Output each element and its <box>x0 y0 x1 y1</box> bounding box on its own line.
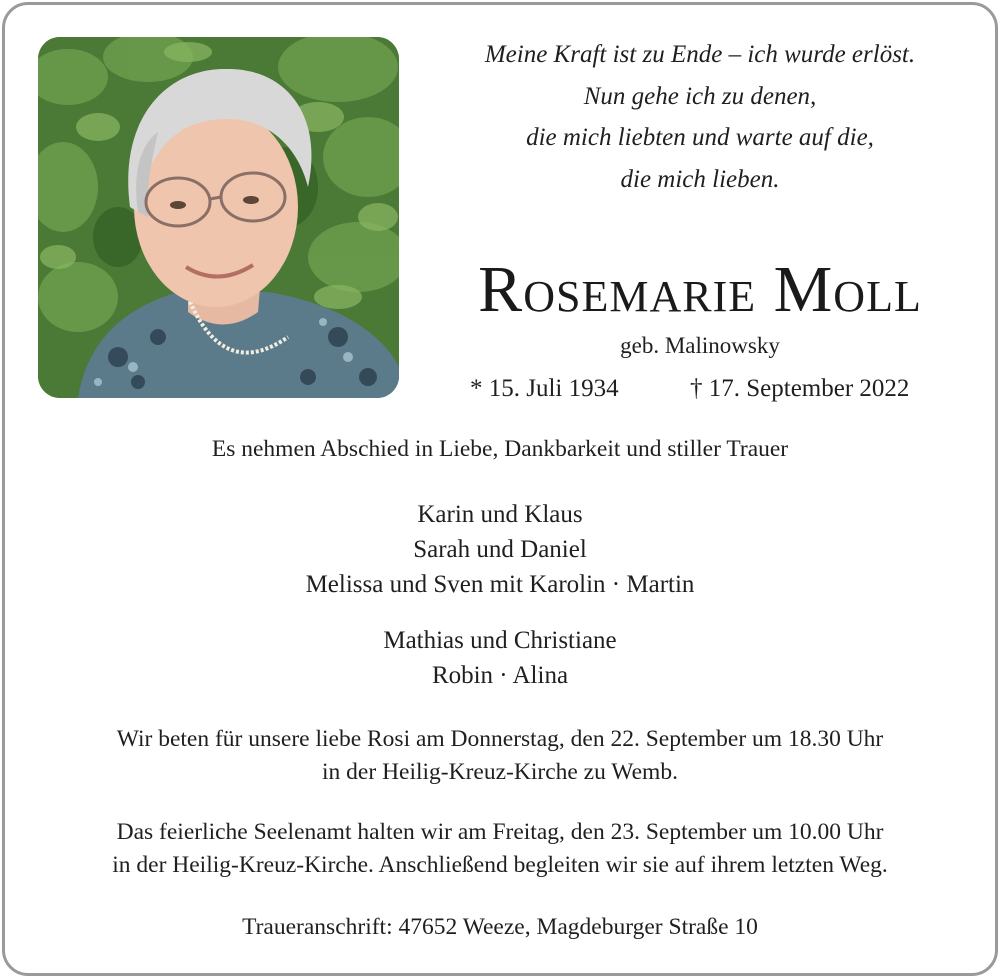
life-dates <box>440 373 960 405</box>
portrait-photo <box>38 37 399 398</box>
mourner-line: Melissa und Sven mit Karolin · Martin <box>305 571 695 598</box>
prayer-text: Wir beten für unsere liebe Rosi am Donnerstag, den 22. September um 18.30 Uhr <box>116 726 884 752</box>
last-name-initial: M <box>773 253 834 326</box>
poem-line: die mich liebten und warte auf die, <box>526 124 874 151</box>
birth-name: geb. Malinowsky <box>620 333 780 358</box>
first-name-initial: R <box>478 253 524 326</box>
requiem-text: Das feierliche Seelenamt halten wir am Freitag, den 23. September um 10.00 Uhr <box>116 819 884 845</box>
poem-line: die mich lieben. <box>620 165 780 193</box>
last-name-rest: OLL <box>833 272 922 321</box>
prayer-text: in der Heilig-Kreuz-Kirche zu Wemb. <box>322 759 678 785</box>
mourner-line: Mathias und Christiane <box>383 627 617 654</box>
poem <box>420 34 980 200</box>
death-date: † 17. September 2022 <box>690 375 910 402</box>
requiem-text: in der Heilig-Kreuz-Kirche. Anschließend begleiten wir sie auf ihrem letzten Weg. <box>112 852 888 878</box>
deceased-name <box>420 252 980 335</box>
first-name-rest: OSEMARIE <box>523 272 757 321</box>
mourner-line: Karin und Klaus <box>417 501 583 528</box>
poem-line: Nun gehe ich zu denen, <box>583 82 817 110</box>
mourning-address: Traueranschrift: 47652 Weeze, Magdeburger Straße 10 <box>242 914 758 940</box>
mourner-line: Sarah und Daniel <box>413 536 587 563</box>
farewell-text: Es nehmen Abschied in Liebe, Dankbarkeit und stiller Trauer <box>211 436 789 462</box>
poem-line: Meine Kraft ist zu Ende – ich wurde erlöst. <box>484 41 916 68</box>
birth-date: * 15. Juli 1934 <box>470 375 619 402</box>
mourner-line: Robin · Alina <box>431 662 569 689</box>
